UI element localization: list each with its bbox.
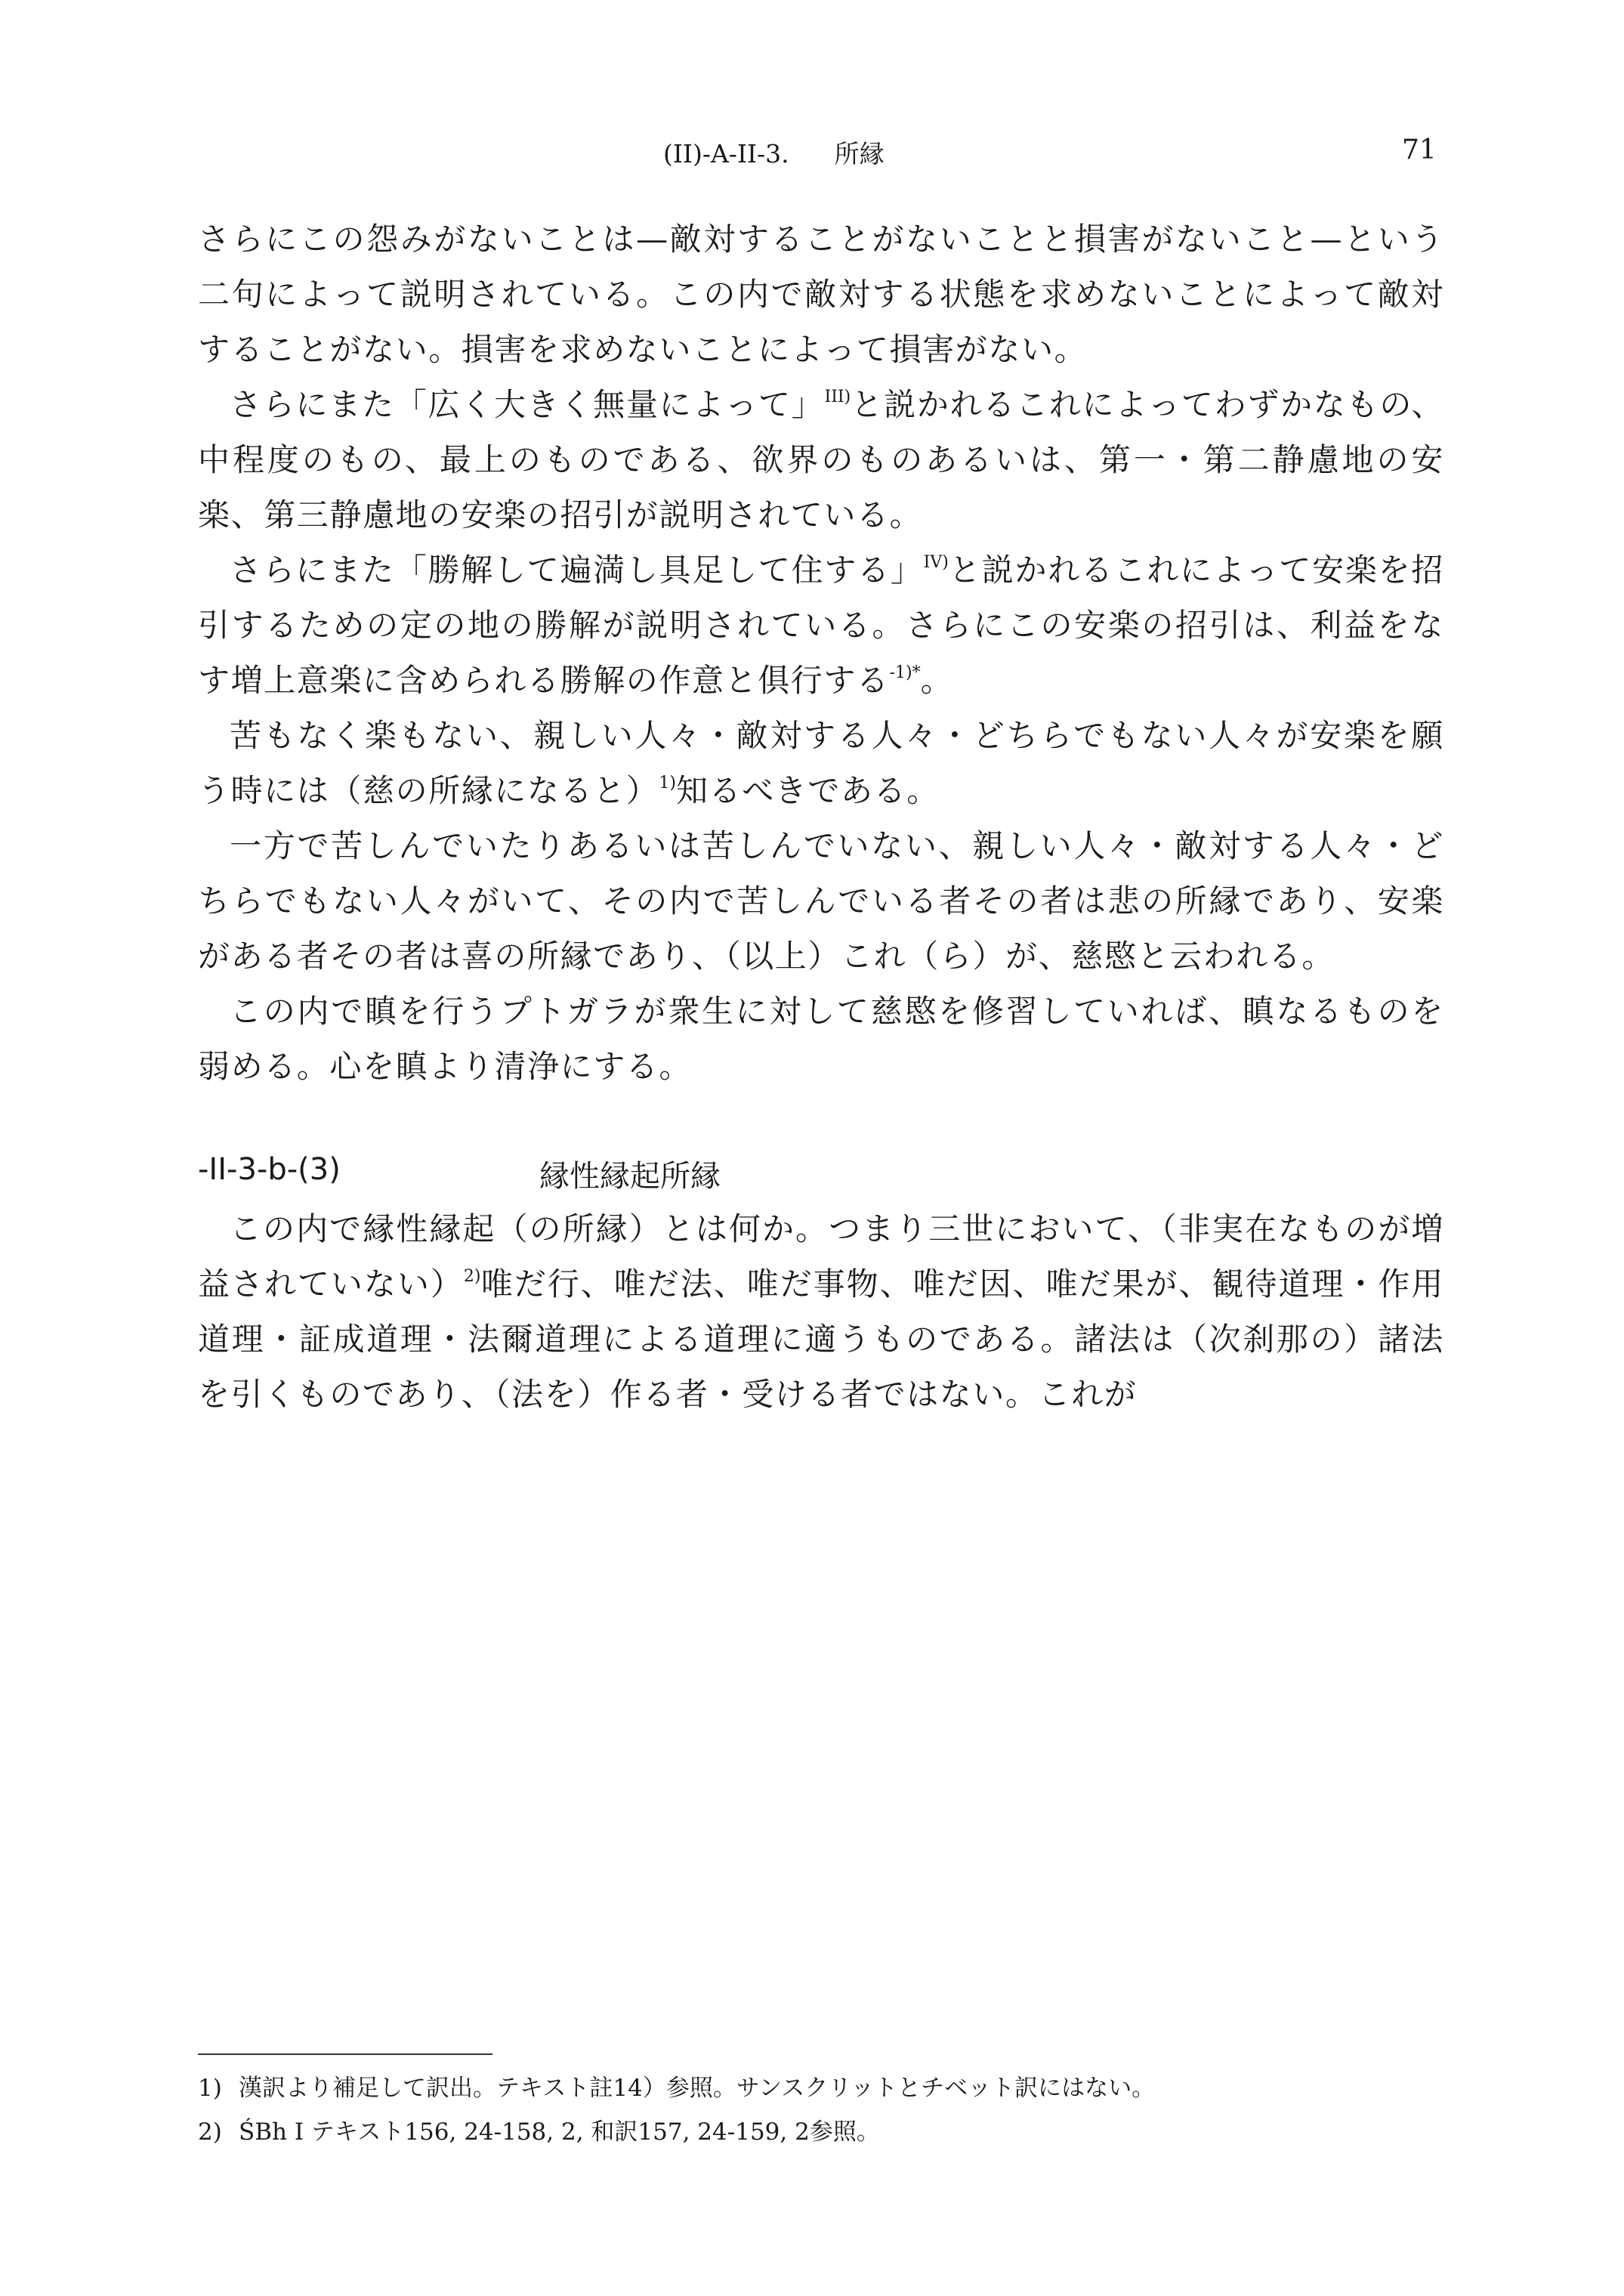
paragraph-text: 苦もなく楽もない、親しい人々・敵対する人々・どちらでもない人々が安楽を願う時には（慈の所縁になると） xyxy=(198,717,1444,809)
running-head xyxy=(0,134,1624,180)
reference-mark: IV) xyxy=(923,553,949,572)
section-body-text xyxy=(198,1201,1444,1422)
section-title: 縁性縁起所縁 xyxy=(539,1159,721,1194)
section-heading xyxy=(198,1152,1444,1197)
paragraph-text: 。 xyxy=(920,662,954,699)
paragraph-text: さらにこの怨みがないことは—敵対することがないことと損害がないこと—という二句によって説明されている。この内で敵対する状態を求めないことによって敵対することがない。損害を求めないことによって損害がない。 xyxy=(198,221,1444,368)
section-number: -II-3-b-(3) xyxy=(198,1152,341,1187)
paragraph-text: この内で瞋を行うプトガラが衆生に対して慈愍を修習していれば、瞋なるものを弱める。心を瞋より清浄にする。 xyxy=(198,993,1444,1085)
footnote-divider xyxy=(198,2053,492,2055)
footnote-text: ŚBh I テキスト156, 24-158, 2, 和訳157, 24-159, 2参照。 xyxy=(239,2118,880,2146)
running-head-section: (II)-A-II-3. xyxy=(663,139,789,168)
paragraph xyxy=(198,542,1444,708)
footnotes xyxy=(198,2066,1444,2154)
body-text xyxy=(198,212,1444,1094)
footnote xyxy=(198,2066,1444,2110)
paragraph-text: と説かれるこれによって安楽を招引するための定の地の勝解が説明されている。さらにこの安楽の招引は、利益をなす増上意楽に含められる勝解の作意と俱行する xyxy=(198,552,1444,699)
paragraph-text: と説かれるこれによってわずかなもの、中程度のもの、最上のものである、欲界のものあるいは、第一・第二静慮地の安楽、第三静慮地の安楽の招引が説明されている。 xyxy=(198,386,1444,533)
paragraph xyxy=(198,818,1444,984)
page-number: 71 xyxy=(1402,134,1437,165)
reference-mark: -1)* xyxy=(889,663,921,682)
footnote-mark: 1) xyxy=(198,2075,222,2102)
running-head-chapter-title: 所縁 xyxy=(834,139,885,168)
reference-mark: III) xyxy=(824,388,851,406)
paragraph-text: この内で縁性縁起（の所縁）とは何か。つまり三世において、（非実在なものが増益されていない） xyxy=(198,1210,1444,1303)
paragraph-text: さらにまた「勝解して遍満し具足して住する」 xyxy=(230,552,924,589)
paragraph-text: さらにまた「広く大きく無量によって」 xyxy=(230,386,825,423)
paragraph xyxy=(198,377,1444,542)
paragraph xyxy=(198,1201,1444,1422)
reference-mark: 2) xyxy=(463,1267,481,1286)
paragraph xyxy=(198,212,1444,377)
paragraph-text: 唯だ行、唯だ法、唯だ事物、唯だ因、唯だ果が、観待道理・作用道理・証成道理・法爾道理による道理に適うものである。諸法は（次刹那の）諸法を引くものであり、（法を）作る者・受ける者ではない。これが xyxy=(198,1265,1444,1413)
running-head-title xyxy=(663,134,930,170)
paragraph xyxy=(198,984,1444,1094)
paragraph-text: 知るべきである。 xyxy=(676,772,940,809)
reference-mark: 1) xyxy=(659,774,676,793)
footnote-text: 漢訳より補足して訳出。テキスト註14）参照。サンスクリットとチベット訳にはない。 xyxy=(239,2075,1156,2102)
paragraph-text: 一方で苦しんでいたりあるいは苦しんでいない、親しい人々・敵対する人々・どちらでもない人々がいて、その内で苦しんでいる者その者は悲の所縁であり、安楽がある者その者は喜の所縁であり、（以上）これ（ら）が、慈愍と云われる。 xyxy=(198,827,1444,975)
paragraph xyxy=(198,708,1444,818)
footnote-mark: 2) xyxy=(198,2118,222,2146)
footnote xyxy=(198,2110,1444,2154)
